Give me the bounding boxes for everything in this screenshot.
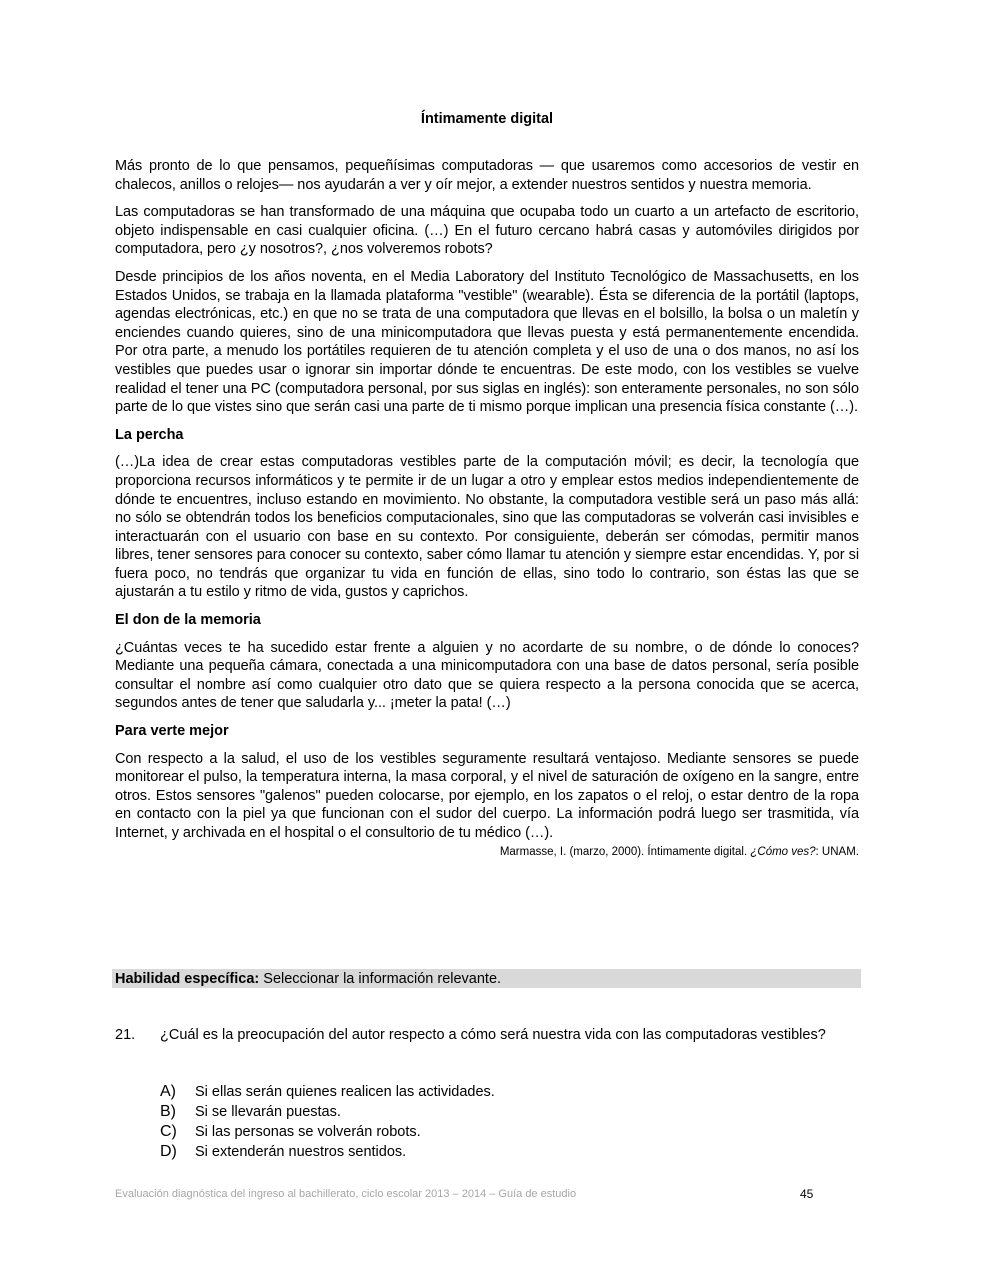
paragraph: Desde principios de los años noventa, en el Media Laboratory del Instituto Tecnológico de Massachusetts, en los Estados Unidos, se trabaja en la llamada plataforma "vestible" (wearable). Ésta se diferencia de la portátil (laptops, agendas electrónicas, etc.) en que no se trata de una computadora que llevas en el bolsillo, la bolsa o un maletín y enciendes cuando quieres, sino de una minicomputadora que llevas puesta y está permanentemente encendida. Por otra parte, a menudo los portátiles requieren de tu atención completa y el uso de una o dos manos, no así los vestibles que puedes usar o ignorar sin importar dónde te encuentras. De este modo, con los vestibles se vuelve realidad el tener una PC (computadora personal, por sus siglas en inglés): son enteramente personales, no son sólo parte de lo que vistes sino que serán casi una parte de ti mismo porque implican una presencia física constante (…).: [115, 268, 859, 416]
paragraph: Las computadoras se han transformado de una máquina que ocupaba todo un cuarto a un artefacto de escritorio, objeto indispensable en casi cualquier oficina. (…) En el futuro cercano habrá casas y automóviles dirigidos por computadora, pero ¿y nosotros?, ¿nos volveremos robots?: [115, 204, 859, 258]
option-text: Si las personas se volverán robots.: [195, 1124, 421, 1140]
answer-options: [160, 1083, 860, 1163]
citation-source: ¿Cómo ves?: [750, 845, 816, 858]
option-letter: D): [160, 1143, 177, 1160]
paragraph: Con respecto a la salud, el uso de los vestibles seguramente resultará ventajoso. Mediante sensores se puede monitorear el pulso, la temperatura interna, la masa corporal, y el nivel de saturación de oxígeno en la sangre, entre otros. Estos sensores "galenos" pueden colocarse, por ejemplo, en los zapatos o el reloj, o estar dentro de la ropa en contacto con la piel ya que funcionan con el sudor del cuerpo. La información podrá luego ser trasmitida, vía Internet, y archivada en el hospital o el consultorio de tu médico (…).: [115, 750, 859, 841]
option-a[interactable]: [160, 1083, 860, 1103]
question-text: ¿Cuál es la preocupación del autor respecto a cómo será nuestra vida con las computadoras vestibles?: [160, 1027, 826, 1043]
skill-text: Seleccionar la información relevante.: [259, 971, 502, 987]
citation: [115, 845, 859, 859]
option-text: Si ellas serán quienes realicen las actividades.: [195, 1084, 495, 1100]
page-footer: Evaluación diagnóstica del ingreso al bachillerato, ciclo escolar 2013 – 2014 – Guía de estudio: [115, 1188, 577, 1200]
option-letter: C): [160, 1123, 177, 1140]
option-text: Si se llevarán puestas.: [195, 1104, 341, 1120]
section-heading: La percha: [115, 426, 184, 443]
question: [115, 1026, 859, 1045]
citation-publisher: : UNAM.: [815, 845, 859, 858]
option-letter: B): [160, 1103, 176, 1120]
option-d[interactable]: [160, 1143, 860, 1163]
paragraph: Más pronto de lo que pensamos, pequeñísimas computadoras — que usaremos como accesorios de vestir en chalecos, anillos o relojes— nos ayudarán a ver y oír mejor, a extender nuestros sentidos y nuestra memoria.: [115, 158, 859, 193]
section-heading: Para verte mejor: [115, 723, 229, 740]
option-text: Si extenderán nuestros sentidos.: [195, 1144, 407, 1160]
paragraph: ¿Cuántas veces te ha sucedido estar frente a alguien y no acordarte de su nombre, o de dónde lo conoces? Mediante una pequeña cámara, conectada a una minicomputadora con una base de datos personal, sería posible consultar el nombre así como cualquier otro dato que se quiera respecto a la persona conocida que se acerca, segundos antes de tener que saludarla y... ¡meter la pata! (…): [115, 639, 859, 712]
paragraph: (…)La idea de crear estas computadoras vestibles parte de la computación móvil; es decir, la tecnología que proporciona recursos informáticos y te permite ir de un lugar a otro y emplear estos medios independientemente de dónde te encuentres, incluso estando en movimiento. No obstante, la computadora vestible será un paso más allá: no sólo se obtendrán todos los beneficios computacionales, sino que las computadoras se volverán casi invisibles e interactuarán con el usuario con base en su contexto. Por consiguiente, deberán ser cómodas, permitir manos libres, tener sensores para conocer su contexto, saber cómo llamar tu atención y siempre estar encendidas. Y, por si fuera poco, no tendrás que organizar tu vida en función de ellas, sino todo lo contrario, son éstas las que se ajustarán a tu estilo y ritmo de vida, gustos y caprichos.: [115, 454, 859, 601]
option-b[interactable]: [160, 1103, 860, 1123]
question-number: 21.: [115, 1027, 136, 1043]
citation-text: Marmasse, I. (marzo, 2000). Íntimamente digital.: [499, 845, 751, 858]
option-c[interactable]: [160, 1123, 860, 1143]
article-title: Íntimamente digital: [420, 111, 554, 127]
page-number: 45: [800, 1187, 814, 1201]
option-letter: A): [160, 1083, 176, 1100]
skill-label: Habilidad específica:: [115, 971, 260, 987]
article-body: [115, 157, 859, 859]
skill-banner: [112, 969, 861, 988]
section-heading: El don de la memoria: [115, 612, 261, 629]
